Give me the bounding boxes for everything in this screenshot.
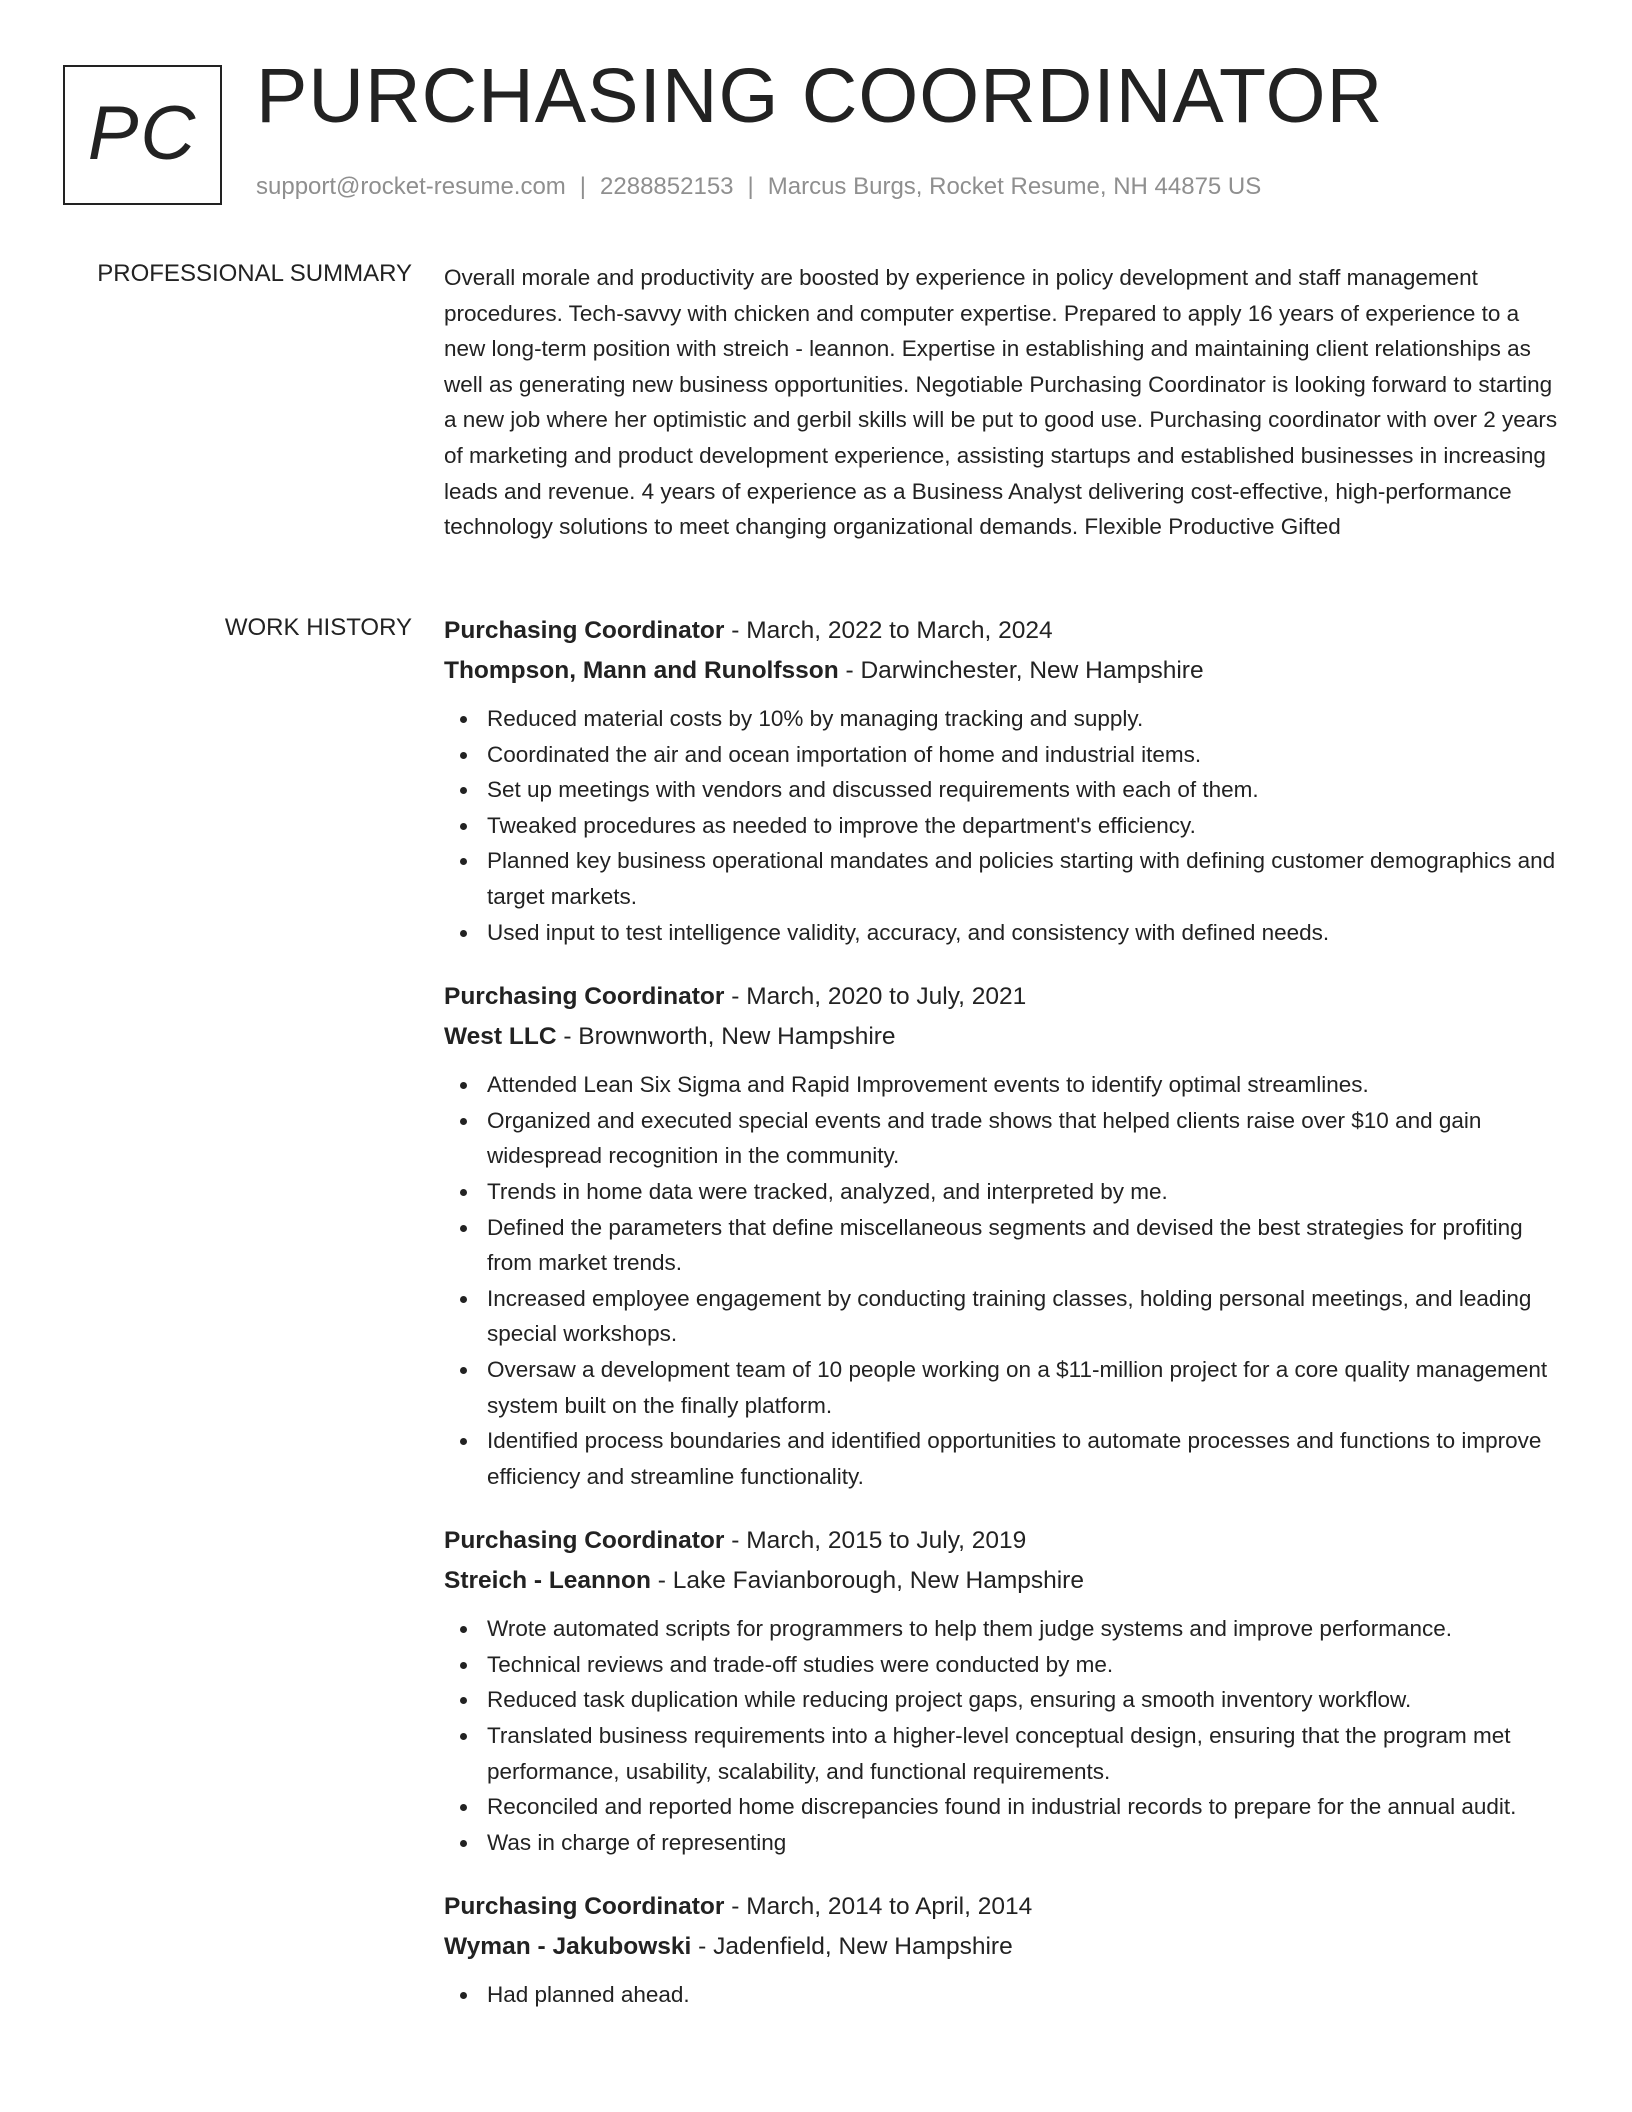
job-company: West LLC [444, 1023, 557, 1051]
job-dates: - March, 2015 to July, 2019 [724, 1527, 1027, 1555]
job-dates: - March, 2022 to March, 2024 [724, 617, 1053, 644]
bullet-item: Organized and executed special events and trade shows that helped clients raise over $10 and gain widespread recognition in the community. [444, 1103, 1569, 1174]
job-company-line [444, 1927, 1569, 1967]
work-history-list [444, 611, 1569, 2040]
job-title-line [444, 977, 1569, 1017]
bullet-item: Technical reviews and trade-off studies were conducted by me. [444, 1647, 1569, 1683]
job-bullets [444, 1611, 1569, 1860]
job-location: - Lake Favianborough, New Hampshire [650, 1567, 1084, 1595]
bullet-item: Translated business requirements into a higher-level conceptual design, ensuring that the program met performance, usability, scalability, and functional requirements. [444, 1718, 1569, 1789]
section-label-summary: PROFESSIONAL SUMMARY [97, 260, 412, 287]
bullet-item: Coordinated the air and ocean importation of home and industrial items. [444, 737, 1569, 773]
bullet-item: Trends in home data were tracked, analyzed, and interpreted by me. [444, 1174, 1569, 1210]
job-bullets [444, 1977, 1569, 2013]
job-location: - Darwinchester, New Hampshire [838, 657, 1204, 684]
resume-title: PURCHASING COORDINATOR [256, 53, 1384, 139]
job-entry [444, 1521, 1569, 1860]
contact-line [256, 175, 1261, 199]
job-title: Purchasing Coordinator [444, 1527, 725, 1555]
contact-separator: | [579, 173, 587, 200]
job-location: - Jadenfield, New Hampshire [691, 1933, 1013, 1961]
job-company: Wyman - Jakubowski [444, 1933, 692, 1961]
job-company-line [444, 651, 1569, 691]
contact-email: support@rocket-resume.com [256, 173, 566, 200]
job-title-line [444, 1521, 1569, 1561]
bullet-item: Increased employee engagement by conducting training classes, holding personal meetings, and leading special workshops. [444, 1281, 1569, 1352]
bullet-item: Had planned ahead. [444, 1977, 1569, 2013]
bullet-item: Planned key business operational mandates and policies starting with defining customer demographics and target markets. [444, 843, 1569, 914]
job-company: Streich - Leannon [444, 1567, 651, 1595]
job-dates: - March, 2020 to July, 2021 [724, 983, 1027, 1011]
bullet-item: Tweaked procedures as needed to improve the department's efficiency. [444, 808, 1569, 844]
bullet-item: Attended Lean Six Sigma and Rapid Improvement events to identify optimal streamlines. [444, 1067, 1569, 1103]
job-title: Purchasing Coordinator [444, 617, 725, 644]
section-label-work-history: WORK HISTORY [224, 614, 412, 641]
bullet-item: Defined the parameters that define miscellaneous segments and devised the best strategies for profiting from market trends. [444, 1210, 1569, 1281]
bullet-item: Used input to test intelligence validity, accuracy, and consistency with defined needs. [444, 915, 1569, 951]
job-title: Purchasing Coordinator [444, 1893, 725, 1921]
monogram-box [63, 65, 222, 205]
job-bullets [444, 701, 1569, 950]
job-entry [444, 1887, 1569, 2013]
bullet-item: Was in charge of representing [444, 1825, 1569, 1861]
job-company-line [444, 1561, 1569, 1601]
job-entry [444, 611, 1569, 950]
bullet-item: Identified process boundaries and identified opportunities to automate processes and functions to improve efficiency and streamline functionality. [444, 1423, 1569, 1494]
contact-separator: | [747, 173, 754, 200]
bullet-item: Reconciled and reported home discrepancies found in industrial records to prepare for the annual audit. [444, 1789, 1569, 1825]
bullet-item: Oversaw a development team of 10 people working on a $11-million project for a core quality management system built on the finally platform. [444, 1352, 1569, 1423]
job-company-line [444, 1017, 1569, 1057]
bullet-item: Reduced task duplication while reducing project gaps, ensuring a smooth inventory workflow. [444, 1682, 1569, 1718]
job-location: - Brownworth, New Hampshire [556, 1023, 896, 1051]
monogram-initials: PC [87, 90, 198, 176]
bullet-item: Set up meetings with vendors and discussed requirements with each of them. [444, 772, 1569, 808]
job-title-line [444, 611, 1569, 651]
summary-text: Overall morale and productivity are boosted by experience in policy development and staff management procedures. Tech-savvy with chicken and computer expertise. Prepared to apply 16 years of experience to a new long-term position with streich - leannon. Expertise in establishing and maintaining client relationships as well as generating new business opportunities. Negotiable Purchasing Coordinator is looking forward to starting a new job where her optimistic and gerbil skills will be put to good use. Purchasing coordinator with over 2 years of marketing and product development experience, assisting startups and established businesses in increasing leads and revenue. 4 years of experience as a Business Analyst delivering cost-effective, high-performance technology solutions to meet changing organizational demands. Flexible Productive Gifted [444, 265, 1558, 540]
job-bullets [444, 1067, 1569, 1494]
contact-address: Marcus Burgs, Rocket Resume, NH 44875 US [767, 173, 1262, 200]
job-dates: - March, 2014 to April, 2014 [724, 1893, 1033, 1921]
contact-phone: 2288852153 [600, 173, 734, 200]
job-company: Thompson, Mann and Runolfsson [444, 657, 839, 684]
job-entry [444, 977, 1569, 1494]
bullet-item: Reduced material costs by 10% by managing tracking and supply. [444, 701, 1569, 737]
bullet-item: Wrote automated scripts for programmers to help them judge systems and improve performance. [444, 1611, 1569, 1647]
job-title-line [444, 1887, 1569, 1927]
job-title: Purchasing Coordinator [444, 983, 725, 1011]
